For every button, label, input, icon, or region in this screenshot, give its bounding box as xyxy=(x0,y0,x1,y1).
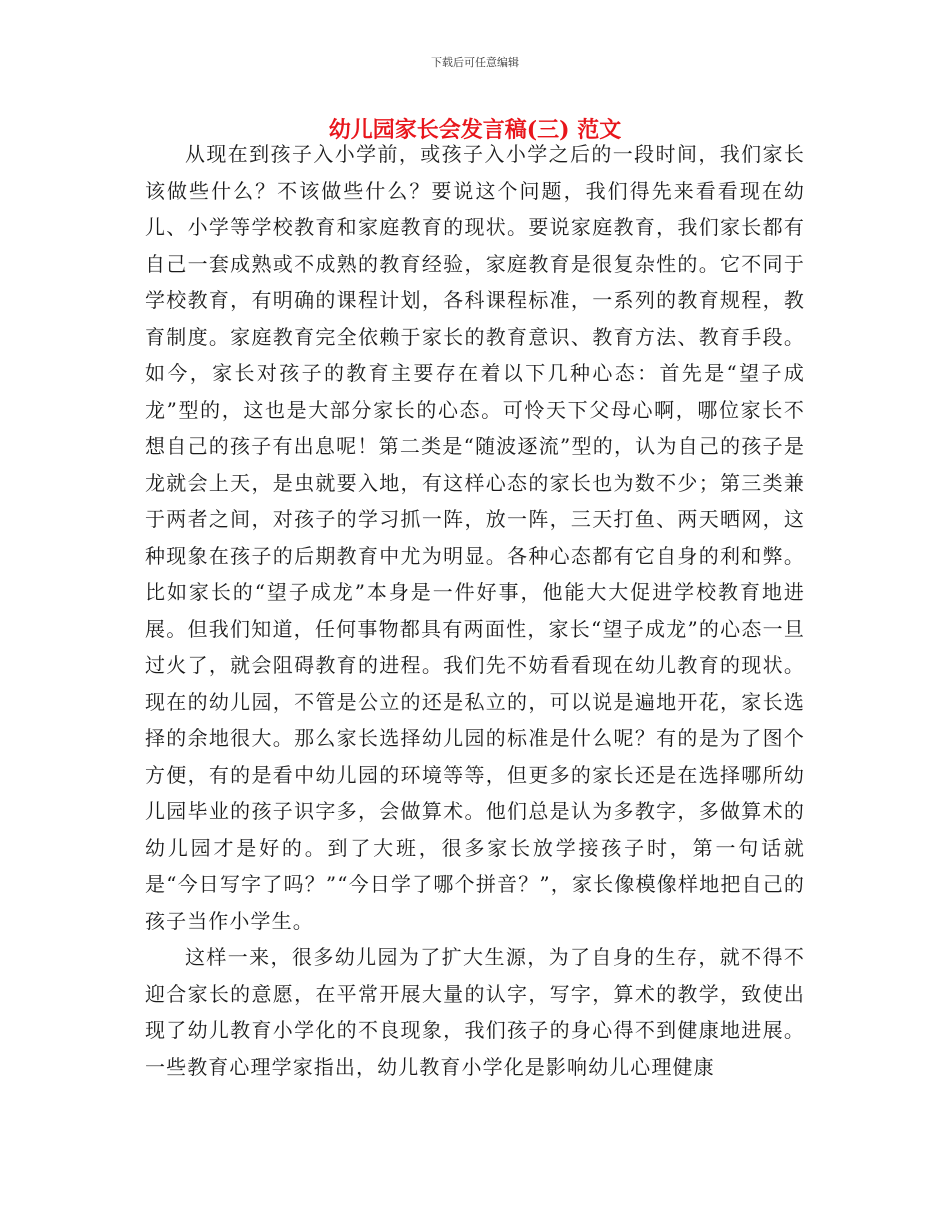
document-title: 幼儿园家长会发言稿(三) 范文 xyxy=(328,117,622,143)
page-header: 下载后可任意编辑 xyxy=(431,56,519,69)
paragraph-1: 从现在到孩子入小学前，或孩子入小学之后的一段时间，我们家长该做些什么？不该做些什么？要说这个问题，我们得先来看看现在幼儿、小学等学校教育和家庭教育的现状。要说家庭教育，我们家长都有自己一套成熟或不成熟的教育经验，家庭教育是很复杂性的。它不同于学校教育，有明确的课程计划，各科课程标准，一系列的教育规程，教育制度。家庭教育完全依赖于家长的教育意识、教育方法、教育手段。 如今，家长对孩子的教育主要存在着以下几种心态：首先是“望子成龙”型的，这也是大部分家长的心态。可怜天下父母心啊，哪位家长不想自己的孩子有出息呢！第二类是“随波逐流”型的，认为自己的孩子是龙就会上天，是虫就要入地，有这样心态的家长也为数不少；第三类兼于两者之间，对孩子的学习抓一阵，放一阵，三天打鱼、两天晒网，这种现象在孩子的后期教育中尤为明显。各种心态都有它自身的利和弊。比如家长的“望子成龙”本身是一件好事，他能大大促进学校教育地进展。但我们知道，任何事物都具有两面性，家长“望子成龙”的心态一旦过火了，就会阻碍教育的进程。我们先不妨看看现在幼儿教育的现状。现在的幼儿园，不管是公立的还是私立的，可以说是遍地开花，家长选择的余地很大。那么家长选择幼儿园的标准是什么呢？有的是为了图个方便，有的是看中幼儿园的环境等等，但更多的家长还是在选择哪所幼儿园毕业的孩子识字多，会做算术。他们总是认为多教字，多做算术的幼儿园才是好的。到了大班，很多家长放学接孩子时，第一句话就是“今日写字了吗？”“今日学了哪个拼音？”，家长像模像样地把自己的孩子当作小学生。 xyxy=(145,142,805,933)
paragraph-2: 这样一来，很多幼儿园为了扩大生源，为了自身的生存，就不得不迎合家长的意愿，在平常开展大量的认字，写字，算术的教学，致使出现了幼儿教育小学化的不良现象，我们孩子的身心得不到健康地进展。一些教育心理学家指出，幼儿教育小学化是影响幼儿心理健康 xyxy=(145,945,805,1079)
document-body xyxy=(145,136,805,1085)
